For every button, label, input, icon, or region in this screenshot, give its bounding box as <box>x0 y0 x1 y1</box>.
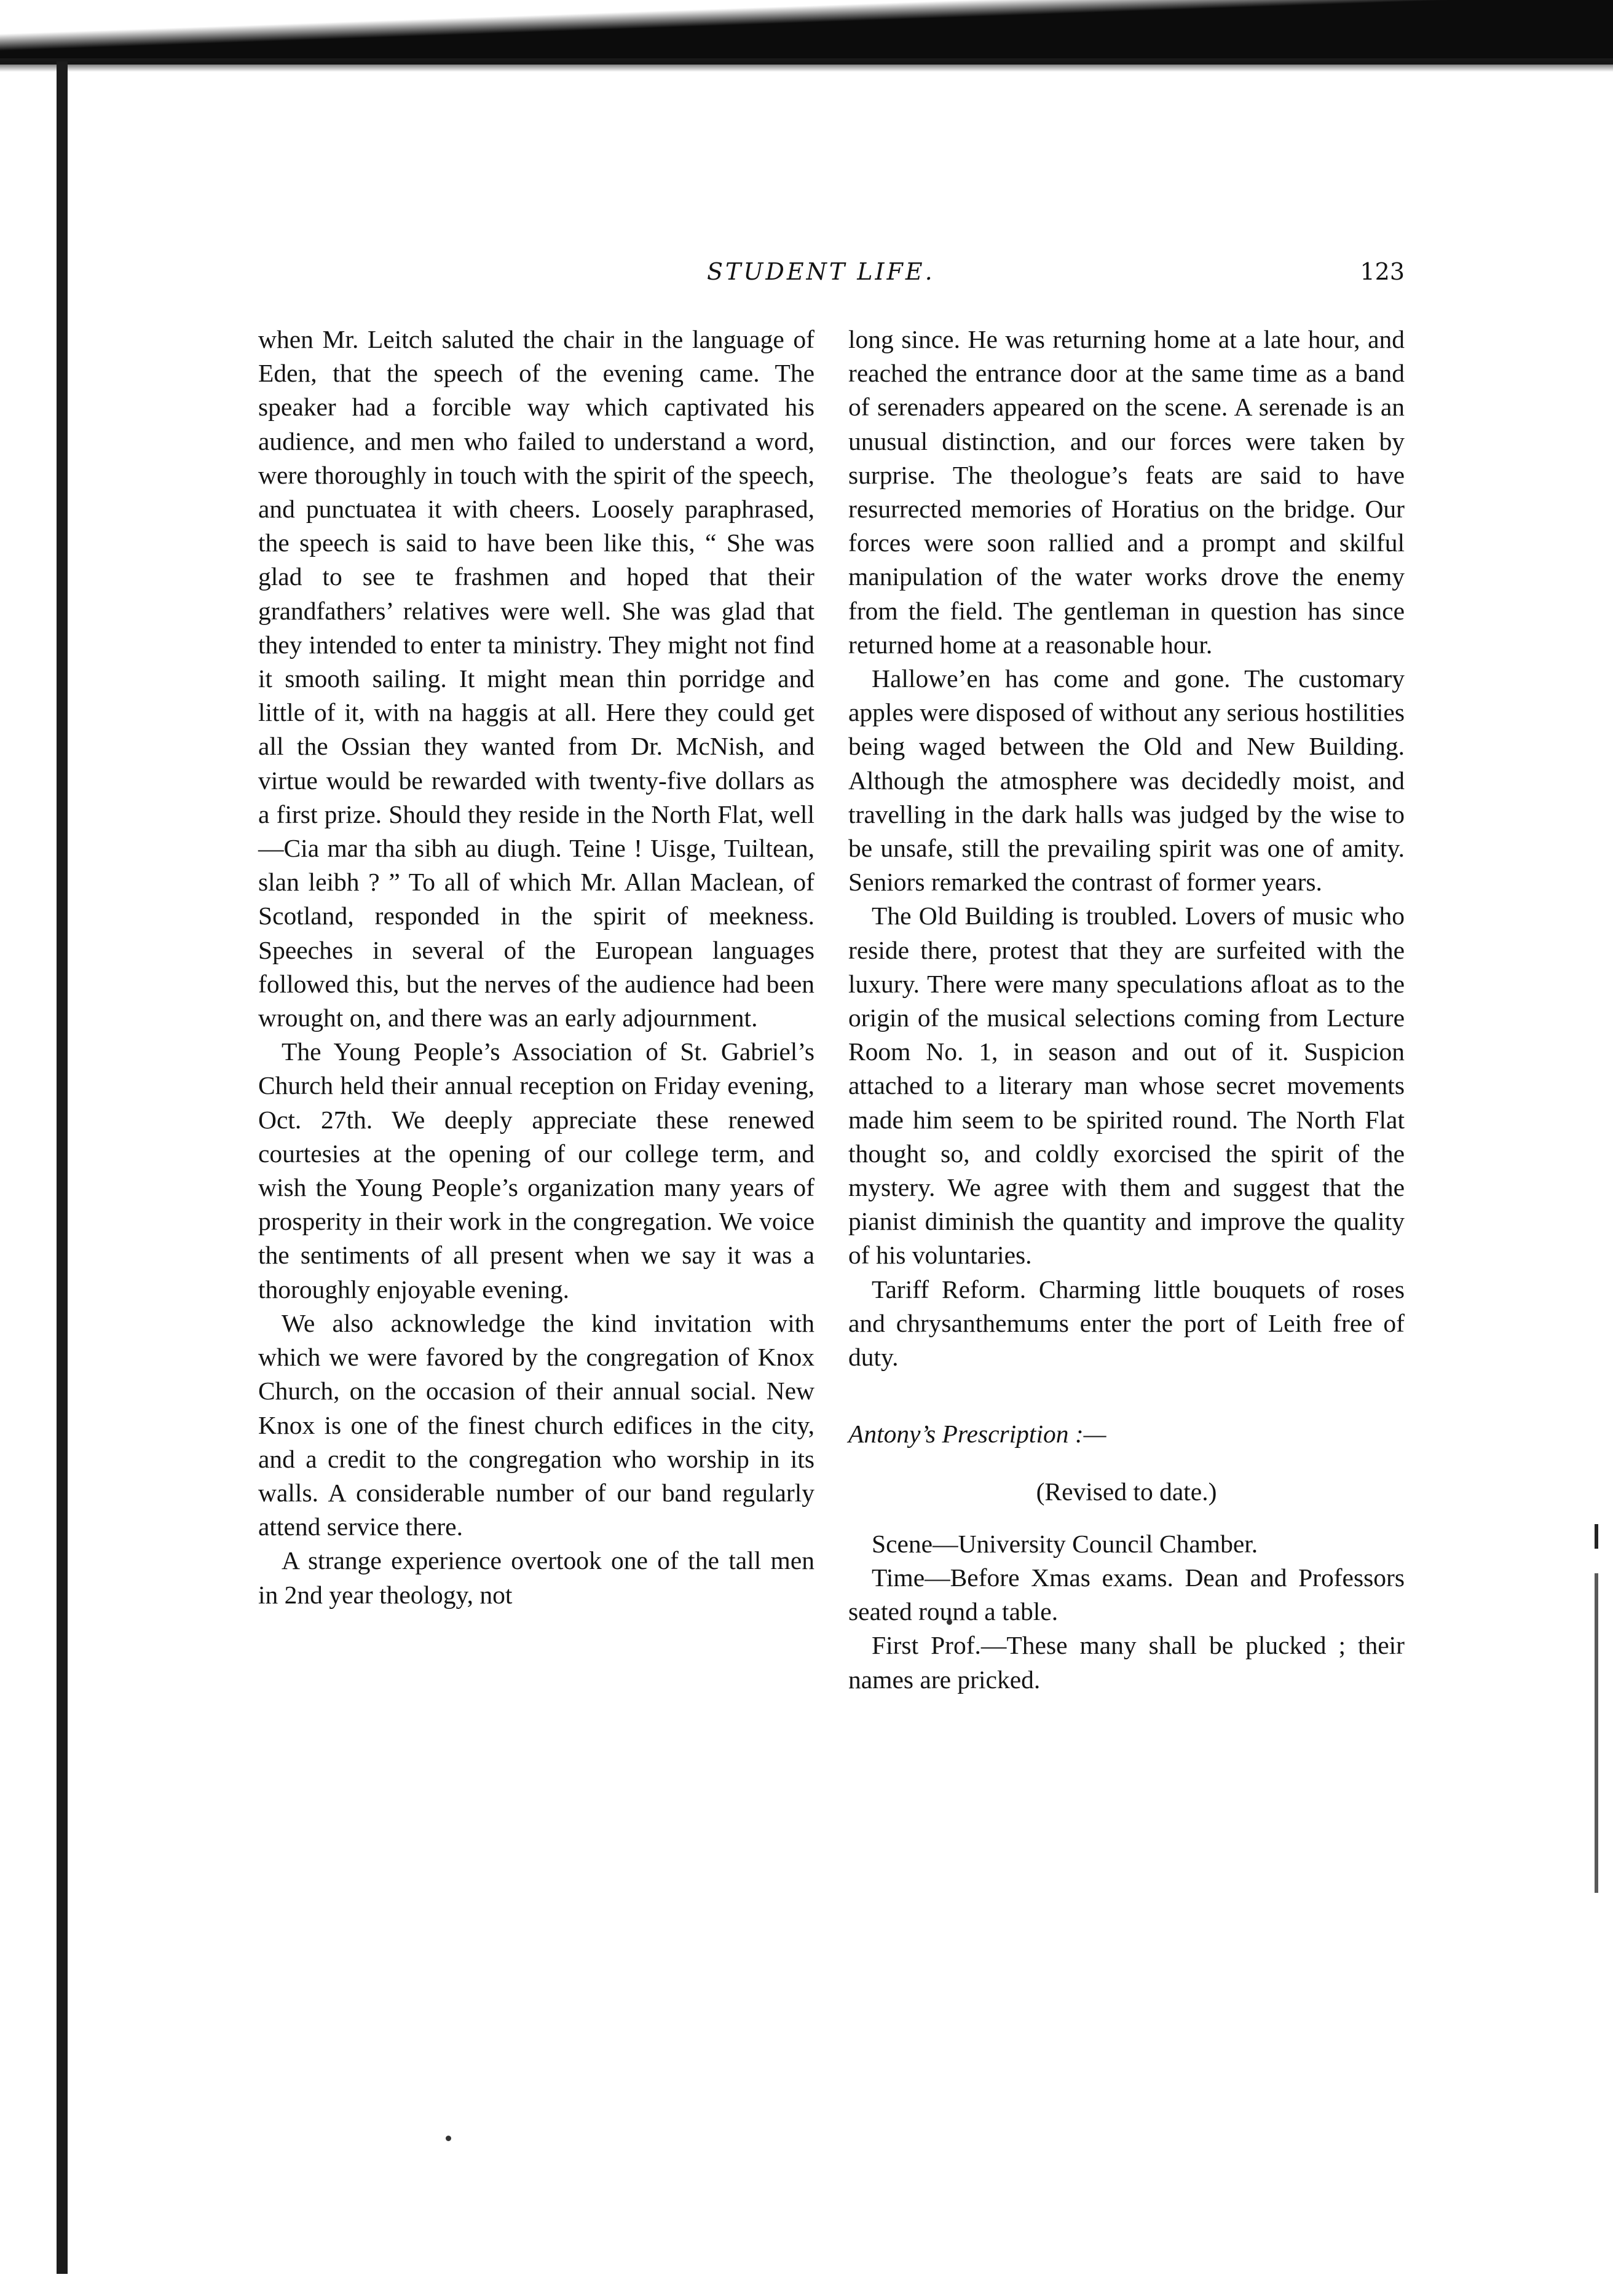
scan-speck <box>446 2136 451 2141</box>
paragraph: The Old Building is troubled. Lovers of music who reside there, protest that they are surfeited with the luxury. There were many speculations afloat as to the origin of the musical selections coming from Lecture Room No. 1, in season and out of it. Suspicion attached to a literary man whose secret movements made him seem to be spirited round. The North Flat thought so, and coldly exorcised the spirit of the mystery. We agree with them and suggest that the pianist diminish the quantity and improve the quality of his voluntaries. <box>848 902 1405 1270</box>
paragraph: Tariff Reform. Charming little bouquets of roses and chrysanthemums enter the port of Leith free of duty. <box>848 1275 1405 1372</box>
paragraph: We also acknowledge the kind invitation with which we were favored by the congregation of Knox Church, on the occasion of their annual social. New Knox is one of the finest church edifices in the city, and a credit to the congregation who worship in its walls. A considerable number of our band regularly attend service there. <box>258 1308 814 1541</box>
page-header <box>258 258 1405 307</box>
paragraph: A strange experience overtook one of the tall men in 2nd year theology, not <box>258 1546 814 1609</box>
paragraph: long since. He was returning home at a late hour, and reached the entrance door at the same time as a band of serenaders appeared on the scene. A serenade is an unusual distinction, and our forces were taken by surprise. The theologue’s feats are said to have resurrected memories of Horatius on the bridge. Our forces were soon rallied and a prompt and skilful manipulation of the water works drove the enemy from the field. The gentleman in question has since returned home at a reasonable hour. <box>848 325 1405 659</box>
page-number: 123 <box>1360 258 1405 285</box>
stage-direction: Time—Before Xmas exams. Dean and Professors seated round a table. <box>848 1563 1405 1626</box>
running-head: STUDENT LIFE. <box>707 258 935 285</box>
scan-top-shadow <box>0 58 1613 72</box>
left-column <box>258 323 814 1612</box>
right-column <box>848 323 1405 1697</box>
scan-left-edge <box>57 61 68 2274</box>
scan-top-edge <box>0 0 1613 65</box>
dialogue-line: First Prof.—These many shall be plucked ; their names are pricked. <box>848 1631 1405 1694</box>
section-heading: Antony’s Prescription :— <box>848 1420 1106 1449</box>
section-subheading: (Revised to date.) <box>1036 1477 1217 1506</box>
paragraph: when Mr. Leitch saluted the chair in the language of Eden, that the speech of the evening came. The speaker had a forcible way which captivated his audience, and men who failed to understand a word, were thoroughly in touch with the spirit of the speech, and punctuatea it with cheers. Loosely paraphrased, the speech is said to have been like this, “ She was glad to see te frashmen and hoped that their grandfathers’ relatives were well. She was glad that they intended to enter ta ministry. They might not find it smooth sailing. It might mean thin porridge and little of it, with na haggis at all. Here they could get all the Ossian they wanted from Dr. McNish, and virtue would be rewarded with twenty-five dollars as a first prize. Should they reside in the North Flat, well—Cia mar tha sibh au diugh. Teine ! Uisge, Tuiltean, slan leibh ? ” To all of which Mr. Allan Maclean, of Scotland, responded in the spirit of meekness. Speeches in several of the European languages followed this, but the nerves of the audience had been wrought on, and there was an early adjournment. <box>258 325 814 1032</box>
stage-direction: Scene—University Council Chamber. <box>872 1529 1258 1558</box>
paragraph: Hallowe’en has come and gone. The customary apples were disposed of without any serious hostilities being waged between the Old and New Building. Although the atmosphere was decidedly moist, and travelling in the dark halls was judged by the wise to be unsafe, still the prevailing spirit was one of amity. Seniors remarked the contrast of former years. <box>848 664 1405 897</box>
paragraph: The Young People’s Association of St. Gabriel’s Church held their annual reception on Friday evening, Oct. 27th. We deeply appreciate these renewed courtesies at the opening of our college term, and wish the Young People’s organization many years of prosperity in their work in the congregation. We voice the sentiments of all present when we say it was a thoroughly enjoyable evening. <box>258 1037 814 1303</box>
scan-right-mark <box>1595 1573 1598 1893</box>
scan-right-mark <box>1595 1524 1598 1549</box>
